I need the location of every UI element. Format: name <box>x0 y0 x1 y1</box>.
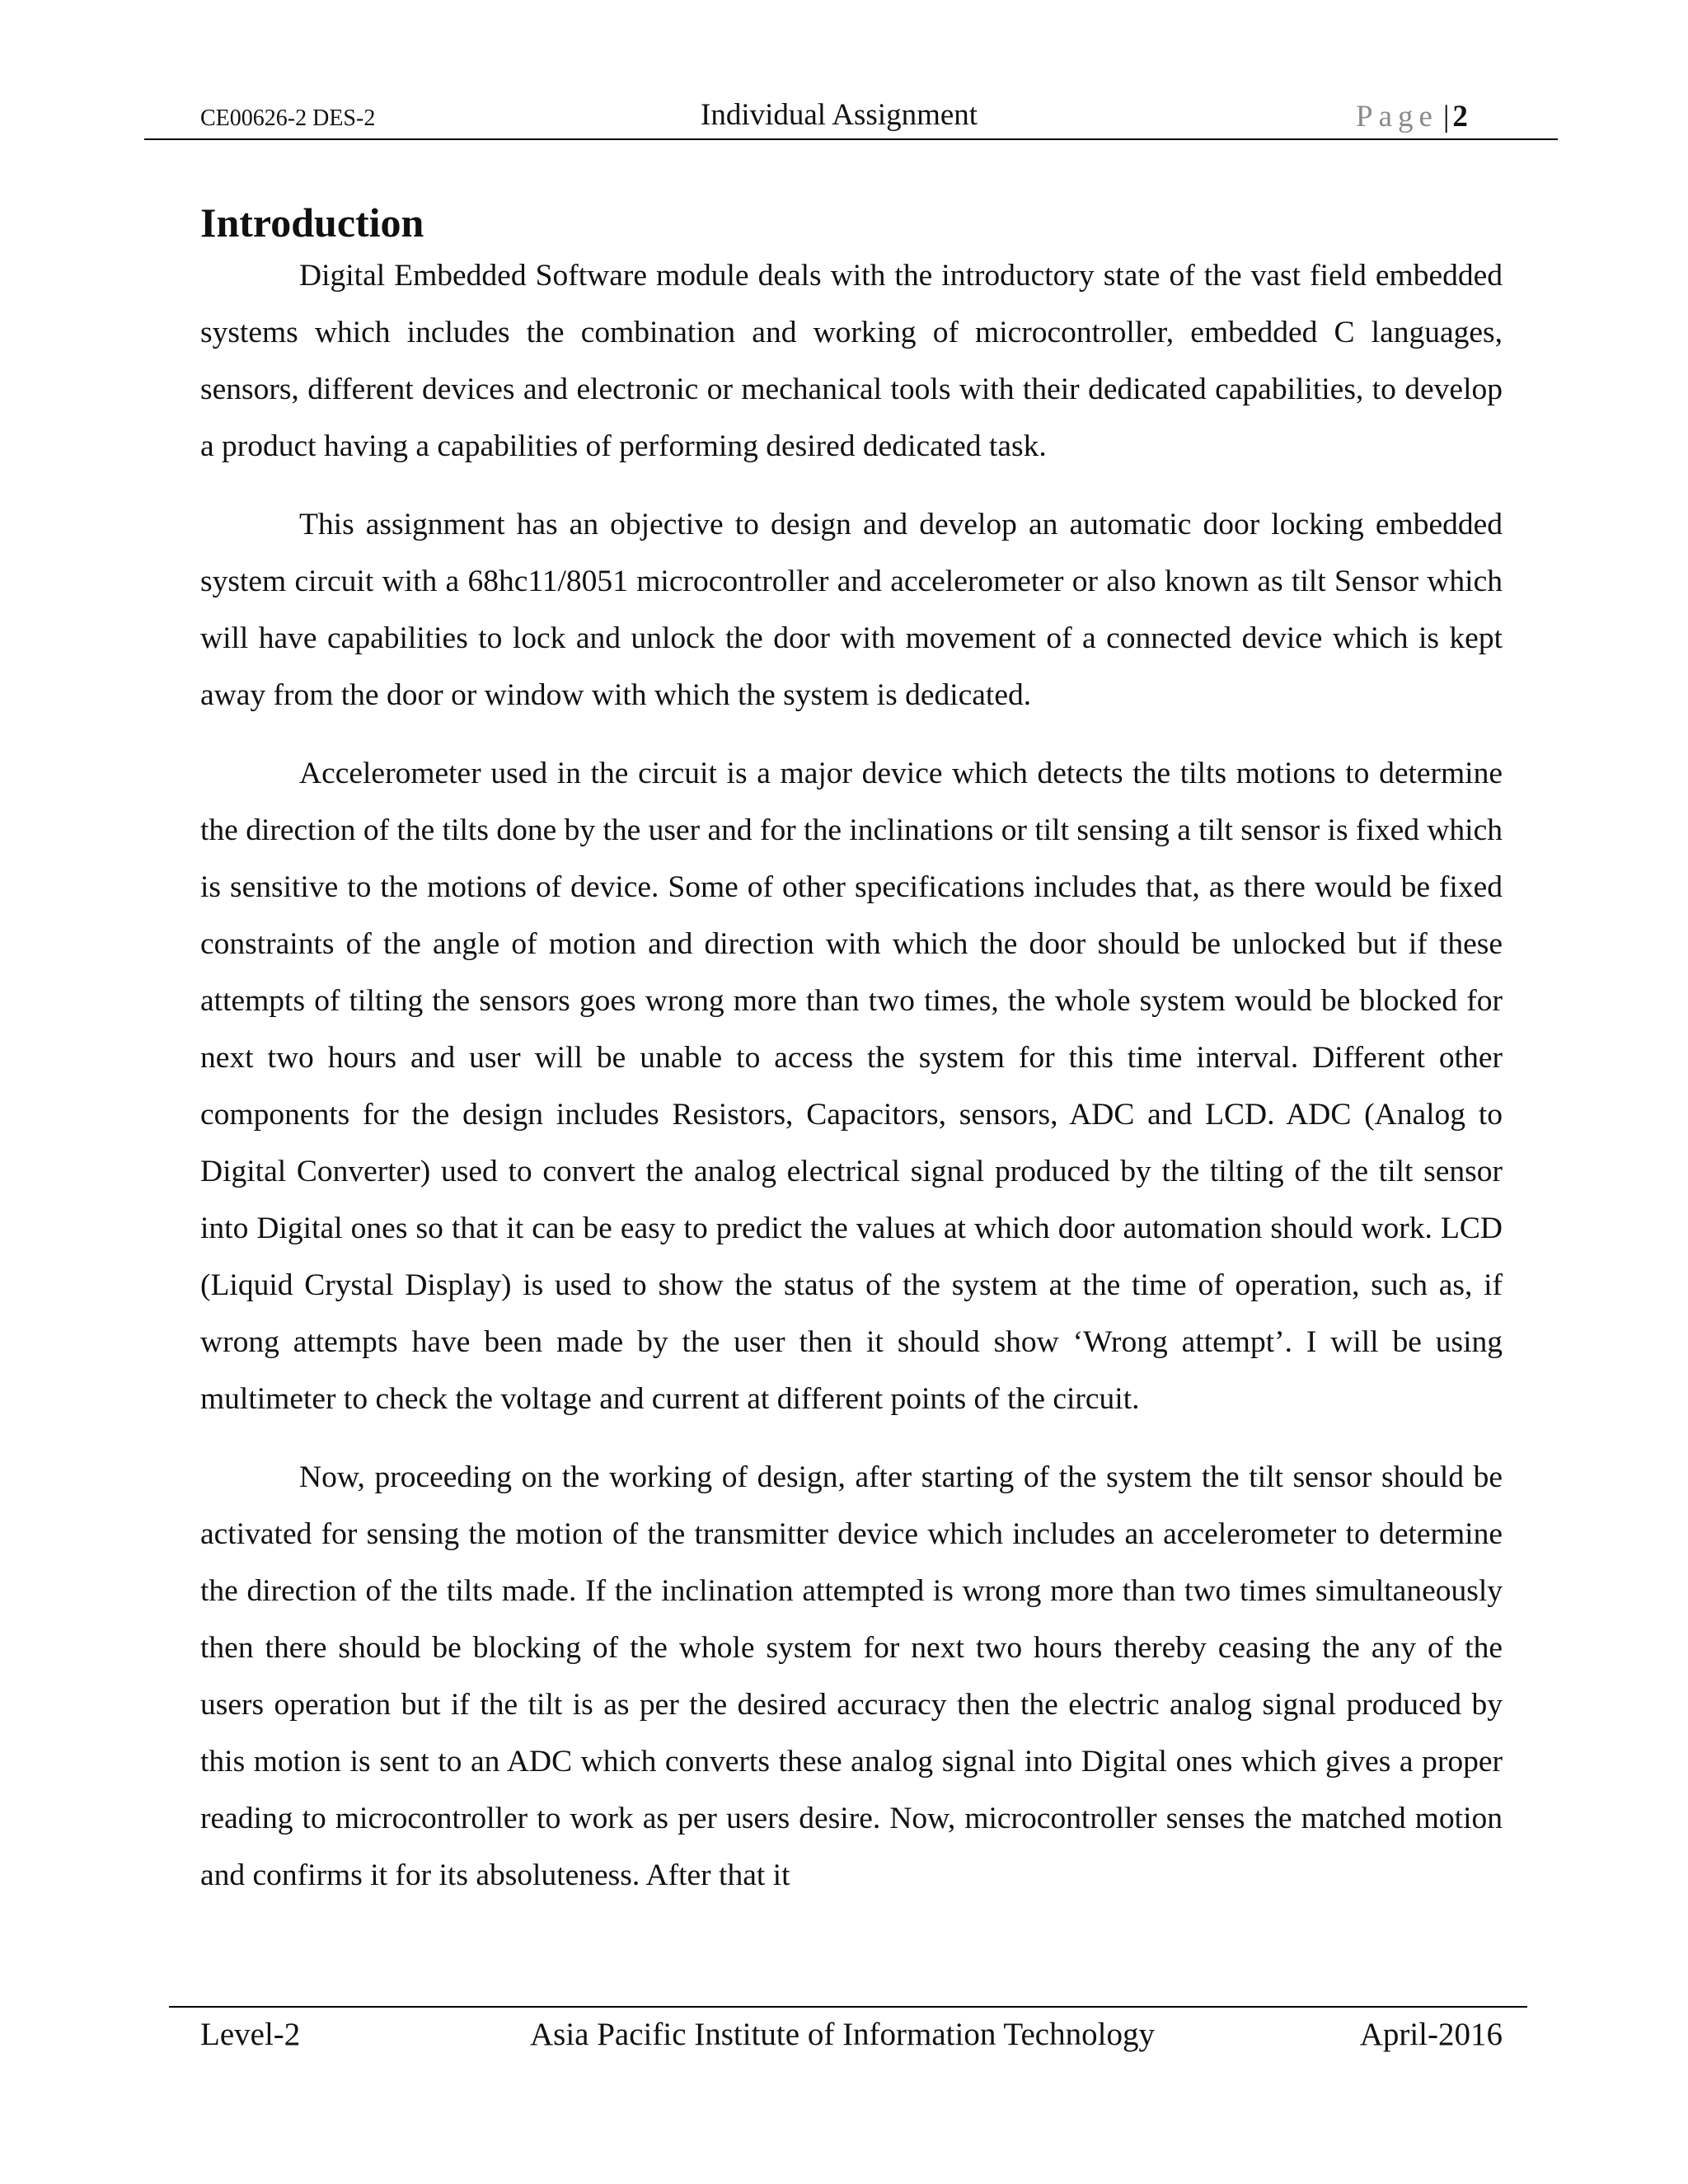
paragraph-3: Accelerometer used in the circuit is a major device which detects the tilts motions to determine the direction of the tilts done by the user and for the inclinations or tilt sensing a tilt sensor is fixed which is sensitive to the motions of device. Some of other specifications includes that, as there would be fixed constraints of the angle of motion and direction with which the door should be unlocked but if these attempts of tilting the sensors goes wrong more than two times, the whole system would be blocked for next two hours and user will be unable to access the system for this time interval. Different other components for the design includes Resistors, Capacitors, sensors, ADC and LCD. ADC (Analog to Digital Converter) used to convert the analog electrical signal produced by the tilting of the tilt sensor into Digital ones so that it can be easy to predict the values at which door automation should work. LCD (Liquid Crystal Display) is used to show the status of the system at the time of operation, such as, if wrong attempts have been made by the user then it should show ‘Wrong attempt’. I will be using multimeter to check the voltage and current at different points of the circuit. <box>200 757 1503 1416</box>
course-code: CE00626-2 DES-2 <box>200 105 376 131</box>
footer-institute: Asia Pacific Institute of Information Technology <box>530 2017 1155 2052</box>
page-label: Page <box>1356 100 1438 134</box>
footer-date: April-2016 <box>1359 2017 1503 2052</box>
paragraph-4: Now, proceeding on the working of design, after starting of the system the tilt sensor should be activated for sensing the motion of the transmitter device which includes an accelerometer to determine the direction of the tilts made. If the inclination attempted is wrong more than two times simultaneously then there should be blocking of the whole system for next two hours thereby ceasing the any of the users operation but if the tilt is as per the desired accuracy then the electric analog signal produced by this motion is sent to an ADC which converts these analog signal into Digital ones which gives a proper reading to microcontroller to work as per users desire. Now, microcontroller senses the matched motion and confirms it for its absoluteness. After that it <box>200 1460 1503 1892</box>
page-separator: | <box>1442 100 1450 134</box>
page-number: 2 <box>1452 100 1468 134</box>
header-title: Individual Assignment <box>701 98 978 132</box>
footer-level: Level-2 <box>200 2017 301 2052</box>
page-footer <box>169 2006 1527 2065</box>
paragraph-1: Digital Embedded Software module deals with the introductory state of the vast field embedded systems which includes the combination and working of microcontroller, embedded C languages, sensors, different devices and electronic or mechanical tools with their dedicated capabilities, to develop a product having a capabilities of performing desired dedicated task. <box>200 259 1503 463</box>
page-indicator <box>1356 99 1468 134</box>
paragraph-2: This assignment has an objective to design and develop an automatic door locking embedded system circuit with a 68hc11/8051 microcontroller and accelerometer or also known as tilt Sensor which will have capabilities to lock and unlock the door with movement of a connected device which is kept away from the door or window with which the system is dedicated. <box>200 508 1503 712</box>
section-heading: Introduction <box>200 199 424 246</box>
body-text <box>200 247 1503 1925</box>
page-header <box>144 97 1558 140</box>
